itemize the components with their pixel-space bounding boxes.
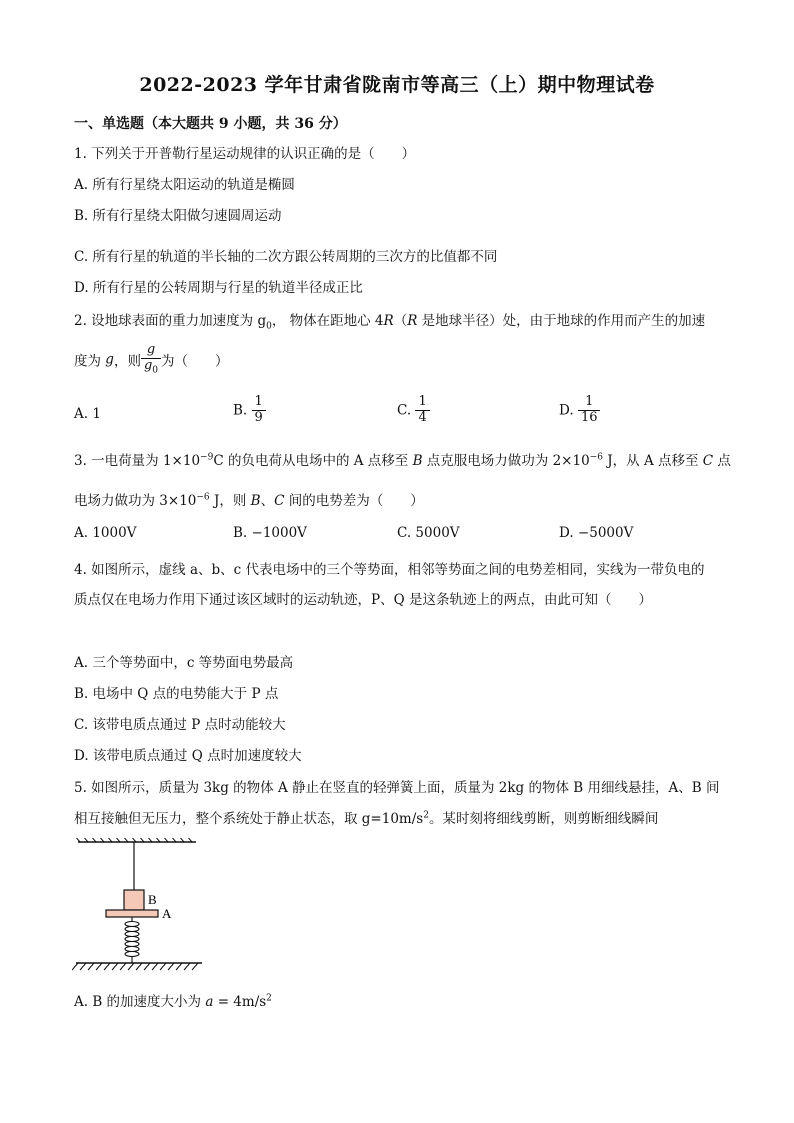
- q1-option-c: C. 所有行星的轨道的半长轴的二次方跟公转周期的三次方的比值都不同: [74, 249, 498, 265]
- q2-option-b: B. $\frac{1}{9}$: [233, 395, 266, 426]
- q4-stem-line2: 质点仅在电场力作用下通过该区域时的运动轨迹，P、Q 是这条轨迹上的两点，由此可知（ ）: [74, 592, 652, 608]
- q4-option-d: D. 该带电质点通过 Q 点时加速度较大: [74, 748, 302, 764]
- q3-stem-line2: 电场力做功为 $3\times 10^{-6}$ J，则 B、C 间的电势差为（ ）: [74, 492, 424, 509]
- q3-option-b: B. −1000V: [233, 525, 307, 541]
- q5-stem-line2: 相互接触但无压力，整个系统处于静止状态，取 $g=10m/s^2$。某时刻将细线剪断，则剪断细线瞬间: [74, 810, 659, 827]
- q4-option-a: A. 三个等势面中，c 等势面电势最高: [74, 655, 294, 671]
- q5-option-a: A. B 的加速度大小为 $a = 4m/s^2$: [74, 993, 272, 1010]
- label-a: A: [162, 906, 172, 921]
- q3-option-d: D. −5000V: [559, 525, 634, 541]
- block-b: [124, 890, 144, 910]
- ceiling: [74, 838, 196, 842]
- q2-option-d: D. $\frac{1}{16}$: [559, 395, 600, 426]
- q1-option-a: A. 所有行星绕太阳运动的轨道是椭圆: [74, 177, 295, 193]
- label-b: B: [148, 892, 157, 907]
- q2-stem-line1: 2. 设地球表面的重力加速度为 $g_0$， 物体在距地心 4R（R 是地球半径）处，由于地球的作用而产生的加速: [74, 313, 706, 332]
- spring-block-figure: [72, 838, 212, 973]
- floor: [72, 963, 202, 970]
- q4-option-b: B. 电场中 Q 点的电势能大于 P 点: [74, 686, 279, 702]
- q1-stem: 1. 下列关于开普勒行星运动规律的认识正确的是（ ）: [74, 146, 416, 162]
- g-over-g0-fraction: $\frac{g}{g_0}$: [141, 343, 161, 376]
- q2-stem-line2: 度为 g，则 $\frac{g}{g_0}$ 为（ ）: [74, 342, 229, 376]
- section-heading: 一、单选题（本大题共 9 小题，共 36 分）: [74, 116, 347, 132]
- q2-option-a: A. 1: [74, 406, 101, 422]
- plate-a: [106, 910, 158, 917]
- q3-stem-line1: 3. 一电荷量为 $1\times 10^{-9}C$ 的负电荷从电场中的 A 点移至 B 点克服电场力做功为 $2\times 10^{-6}$ J，从 A 点移至 C 点: [74, 452, 731, 469]
- q3-option-a: A. 1000V: [74, 525, 137, 541]
- q4-option-c: C. 该带电质点通过 P 点时动能较大: [74, 717, 286, 733]
- page-title: 2022-2023 学年甘肃省陇南市等高三（上）期中物理试卷: [139, 74, 655, 96]
- q5-stem-line1: 5. 如图所示，质量为 3kg 的物体 A 静止在竖直的轻弹簧上面，质量为 2kg 的物体 B 用细线悬挂，A、B 间: [74, 780, 720, 796]
- q1-option-d: D. 所有行星的公转周期与行星的轨道半径成正比: [74, 280, 363, 296]
- q2-option-c: C. $\frac{1}{4}$: [397, 395, 430, 426]
- spring: [125, 917, 139, 963]
- q4-stem-line1: 4. 如图所示，虚线 a、b、c 代表电场中的三个等势面，相邻等势面之间的电势差相同，实线为一带负电的: [74, 562, 705, 578]
- q3-option-c: C. 5000V: [397, 525, 460, 541]
- q1-option-b: B. 所有行星绕太阳做匀速圆周运动: [74, 208, 282, 224]
